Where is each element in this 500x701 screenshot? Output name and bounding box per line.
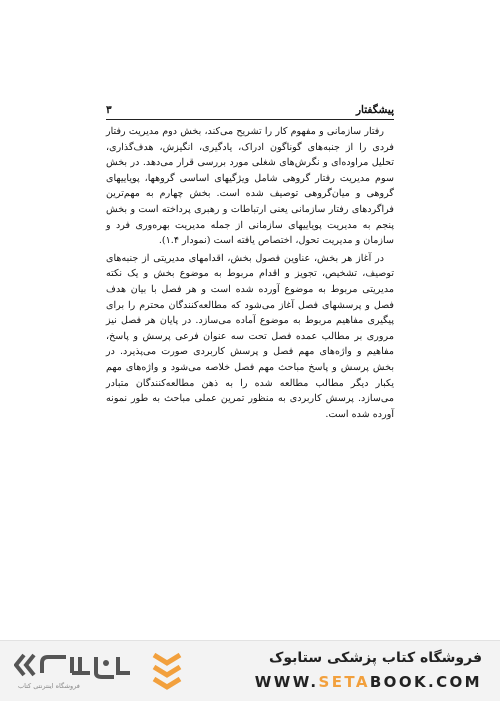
store-url-link[interactable] <box>255 673 482 691</box>
url-prefix: WWW. <box>254 673 319 691</box>
store-banner[interactable] <box>0 640 500 701</box>
paragraph: در آغاز هر بخش، عناوین فصول بخش، اقدامهای مدیریتی از جنبه‌های توصیف، تشخیص، تجویز و اقدام مربوط به موضوع بخش و یک نکته مدیریتی مربوط به موضوع آورده شده است و هر فصل با بیان هدف فصل و پرسشهای فصل آغاز می‌شود که مطالعه‌کنندگان محترم را برای پیگیری مفاهیم مربوط به موضوع آماده می‌سازد. در پایان هر فصل نیز مروری بر مطالب عمده فصل تحت سه عنوان فرعی پرسش و پاسخ، مفاهیم و واژه‌های مهم فصل و پرسش کاربردی صورت می‌پذیرد. در بخش پرسش و پاسخ مباحث مهم فصل خلاصه می‌شود و واژه‌های مهم یکبار دیگر مطالب مطالعه شده را به ذهن مطالعه‌کنندگان متبادر می‌سازد. پرسش کاربردی به منظور تمرین عملی مباحث به طور نمونه آورده شده است. <box>106 252 394 420</box>
store-title: فروشگاه کتاب پزشکی ستابوک <box>269 650 482 666</box>
url-suffix: BOOK.COM <box>369 673 482 691</box>
running-header <box>106 98 394 116</box>
setabook-logo-icon <box>14 649 134 683</box>
paragraph: رفتار سازمانی و مفهوم کار را تشریح می‌کند، بخش دوم مدیریت رفتار فردی را از جنبه‌های گوناگون ادراک، یادگیری، انگیزش، هدف‌گذاری، تحلیل مراوده‌ای و نگرش‌های شغلی مورد بررسی قرار می‌دهد. در بخش سوم مدیریت رفتار گروهی شامل ویژگیهای اساسی گروهها، پویاییهای گروهی و میان‌گروهی توصیف شده است. بخش چهارم به مهم‌ترین فراگردهای رفتار سازمانی یعنی ارتباطات و رهبری پرداخته است و بخش پنجم به مدیریت پویاییهای سازمانی از جمله مدیریت بهره‌وری فرد و سازمان و مدیریت تحول، اختصاص یافته است (نمودار ۱.۴). <box>106 126 394 247</box>
body-text <box>106 124 394 424</box>
url-accent: SETA <box>318 673 370 691</box>
header-rule <box>106 119 394 120</box>
book-emblem-icon <box>150 649 184 693</box>
chapter-title: پیشگفتار <box>355 104 394 116</box>
store-logo[interactable] <box>14 649 154 693</box>
page-number: ۳ <box>106 104 112 116</box>
logo-subtitle: فروشگاه اینترنتی کتاب <box>18 682 80 690</box>
